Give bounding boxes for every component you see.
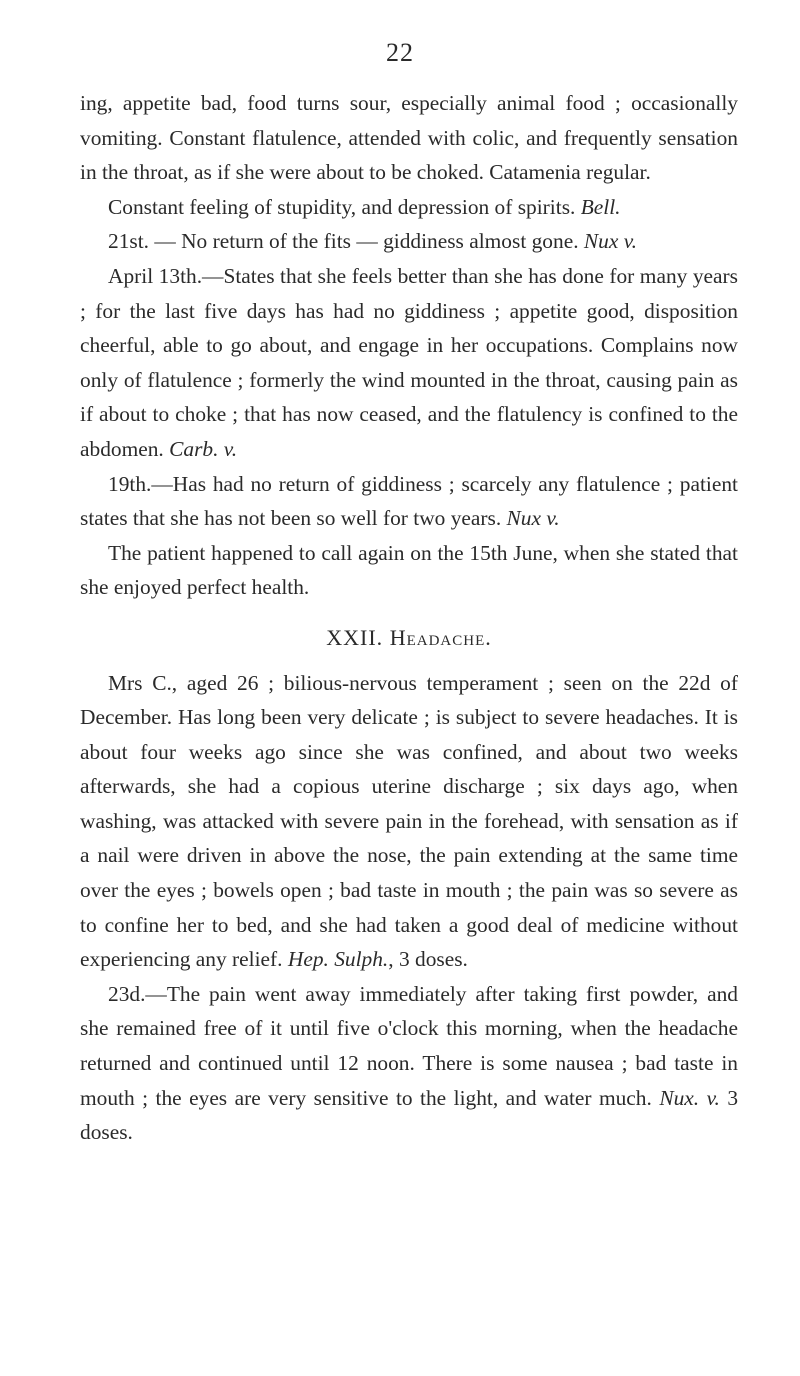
- remedy-name: Bell.: [580, 194, 621, 219]
- paragraph: April 13th.—States that she feels better than she has done for many years ; for the last five days has had no giddiness ; appetite good, disposition cheerful, able to go about, and engage in her occupations. Complains now only of flatulence ; formerly the wind mounted in the throat, causing pain as if about to choke ; that has now ceased, and the flatulency is confined to the abdomen. Carb. v.: [80, 263, 738, 461]
- section-heading: [80, 621, 738, 656]
- section-numeral: XXII.: [326, 624, 384, 650]
- remedy-name: Carb. v.: [169, 436, 238, 461]
- paragraph: The patient happened to call again on the 15th June, when she stated that she enjoyed perfect health.: [80, 540, 738, 600]
- section-title: Headache.: [389, 624, 492, 650]
- page-number: 22: [386, 38, 414, 67]
- paragraph: 19th.—Has had no return of giddiness ; scarcely any flatulence ; patient states that she has not been so well for two years. Nux v.: [80, 471, 738, 531]
- body-text: [80, 86, 738, 1150]
- paragraph: 23d.—The pain went away immediately after taking first powder, and she remained free of it until five o'clock this morning, when the headache returned and continued until 12 noon. There is some nausea ; bad taste in mouth ; the eyes are very sensitive to the light, and water much. Nux. v. 3 doses.: [80, 981, 739, 1145]
- remedy-name: Hep. Sulph.: [287, 947, 389, 972]
- paragraph: ing, appetite bad, food turns sour, especially animal food ; occasionally vomiting. Constant flatulence, attended with colic, and frequently sensation in the throat, as if she were about to be choked. Catamenia regular.: [80, 91, 738, 185]
- paragraph: Mrs C., aged 26 ; bilious-nervous temperament ; seen on the 22d of December. Has long been very delicate ; is subject to severe headaches. It is about four weeks ago since she was confined, and about two weeks afterwards, she had a copious uterine discharge ; six days ago, when washing, was attacked with severe pain in the forehead, with sensation as if a nail were driven in above the nose, the pain extending at the same time over the eyes ; bowels open ; bad taste in mouth ; the pain was so severe as to confine her to bed, and she had taken a good deal of medicine without experiencing any relief. Hep. Sulph., 3 doses.: [80, 670, 738, 972]
- remedy-name: Nux v.: [506, 506, 560, 531]
- paragraph: 21st. — No return of the fits — giddiness almost gone. Nux v.: [108, 229, 637, 254]
- remedy-name: Nux. v.: [659, 1085, 720, 1110]
- remedy-name: Nux v.: [583, 229, 637, 254]
- paragraph: Constant feeling of stupidity, and depression of spirits. Bell.: [108, 194, 621, 219]
